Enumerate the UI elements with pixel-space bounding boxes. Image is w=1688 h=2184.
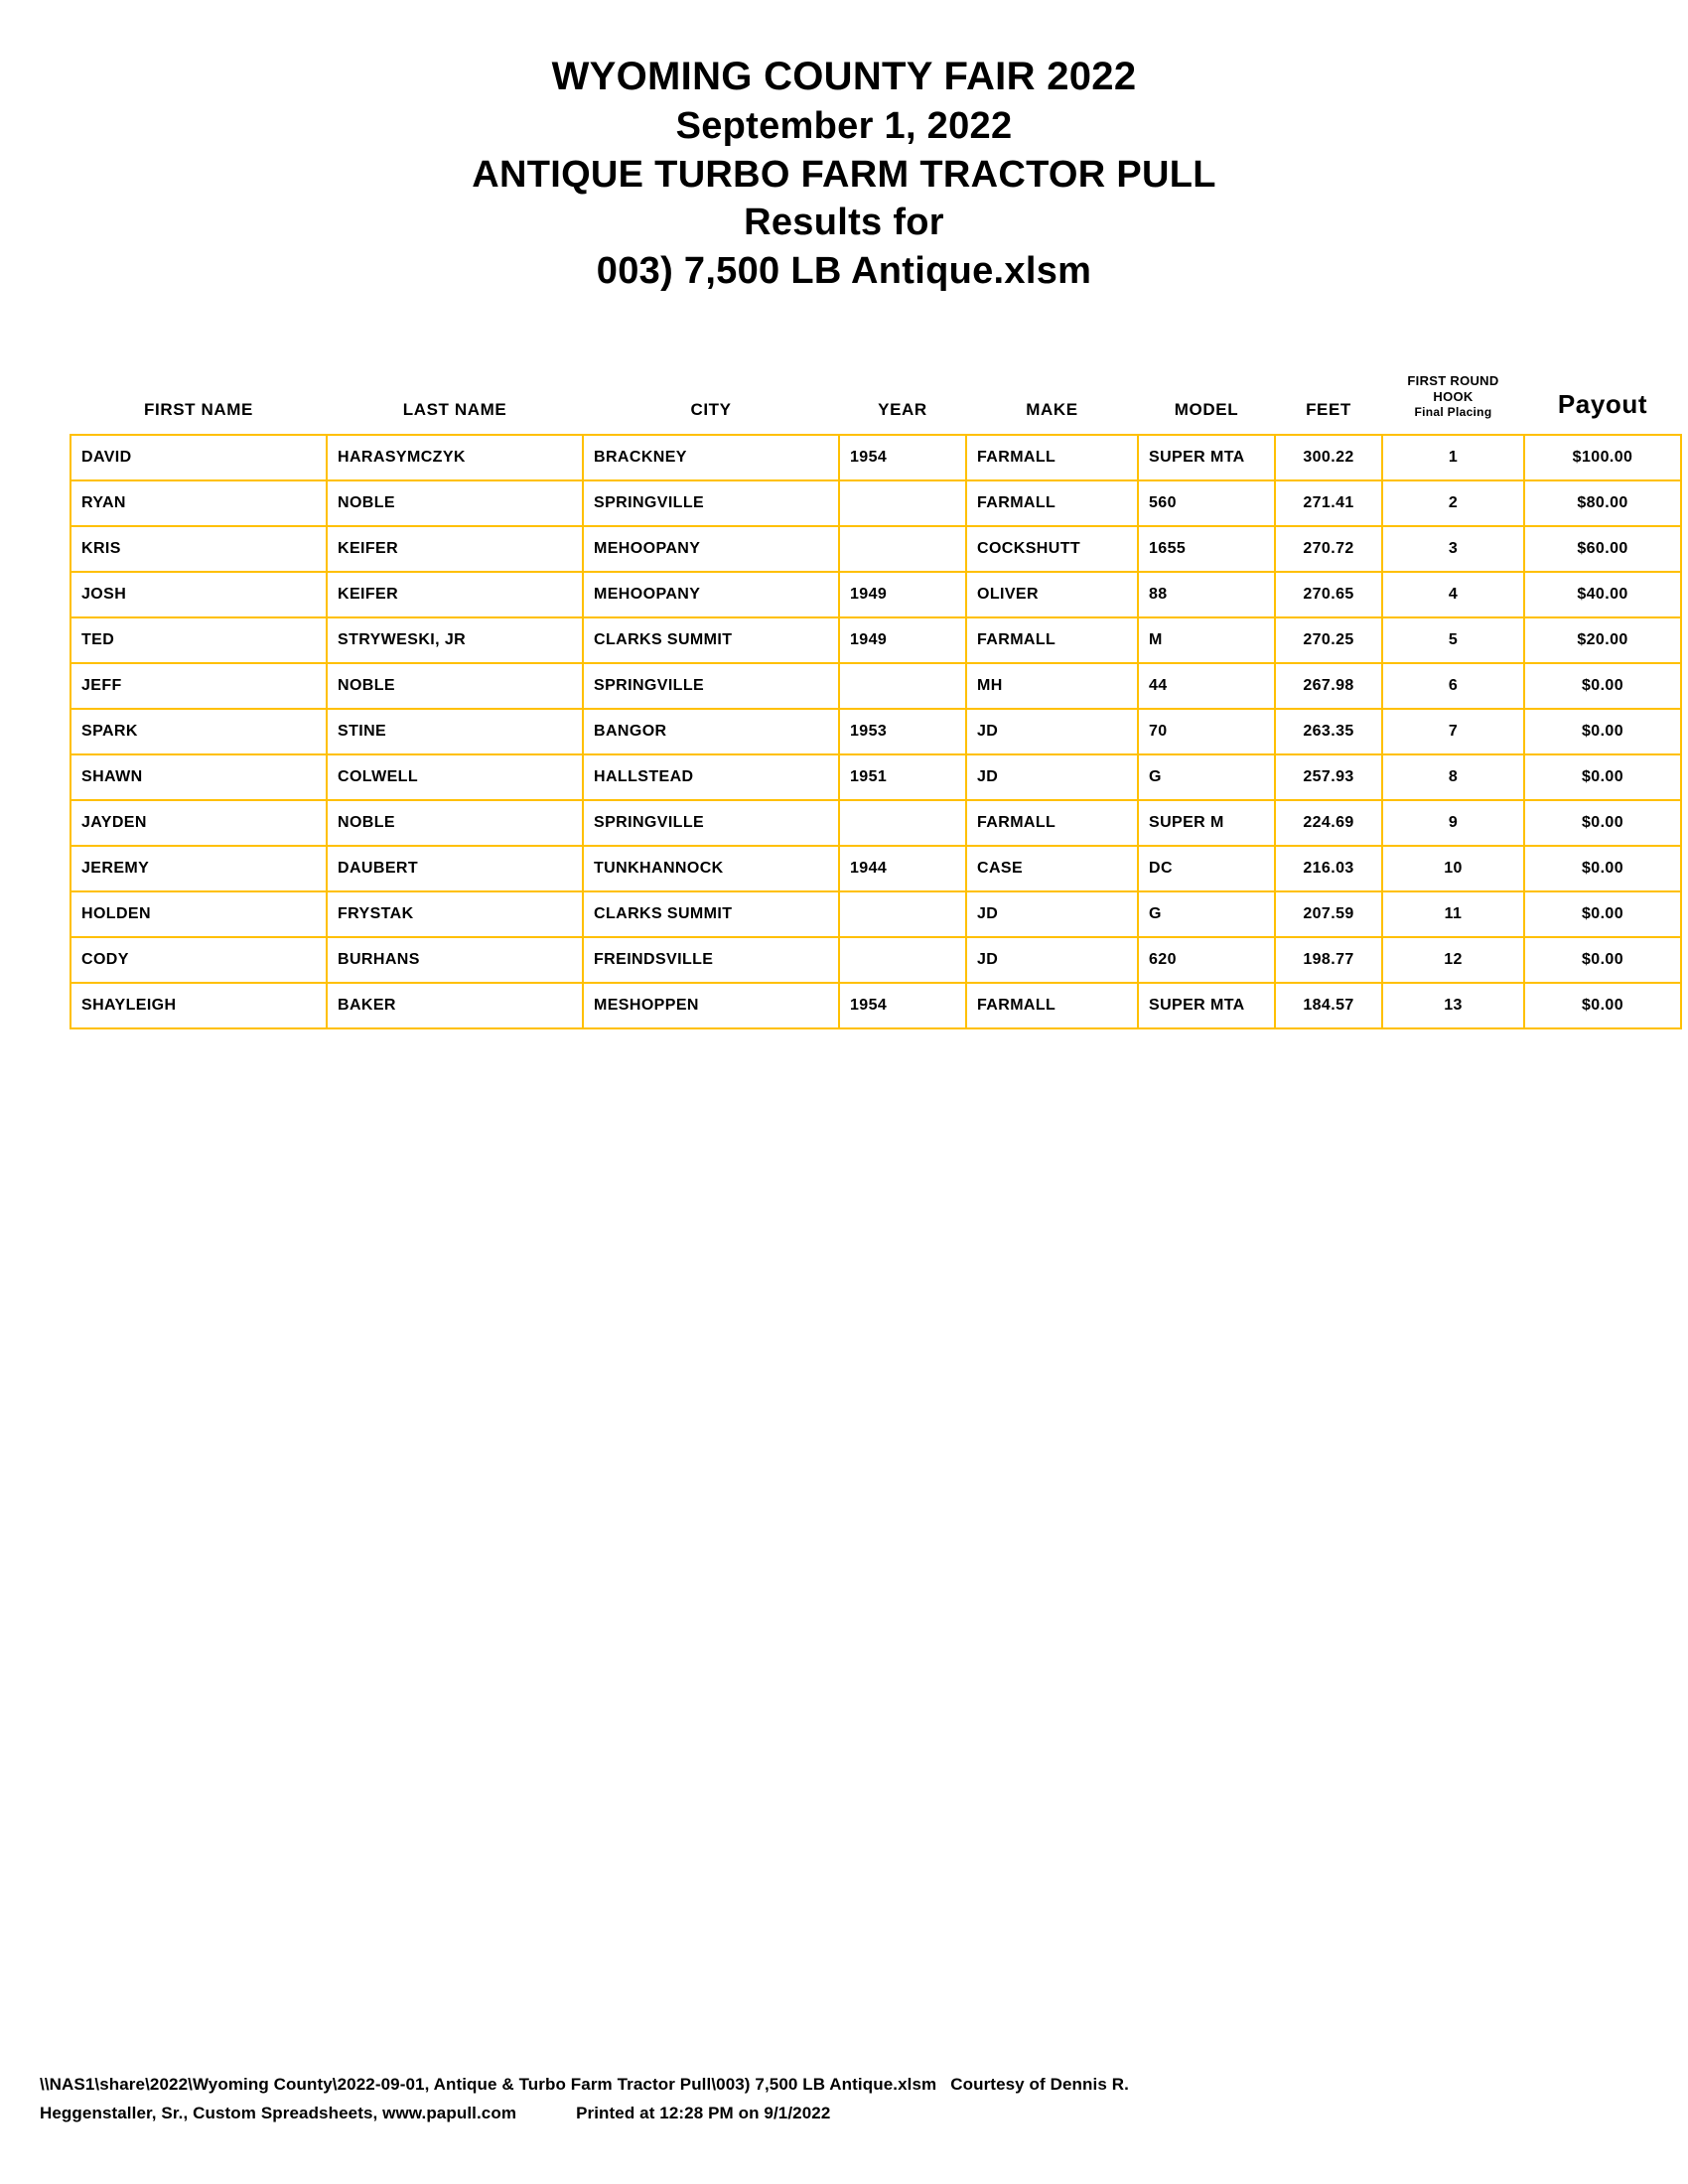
footer-line-1 xyxy=(40,2070,1648,2100)
cell-model: 560 xyxy=(1138,480,1275,526)
cell-last-name: KEIFER xyxy=(327,572,583,617)
cell-make: FARMALL xyxy=(966,800,1138,846)
cell-model: 88 xyxy=(1138,572,1275,617)
document-header xyxy=(40,0,1648,296)
cell-first-name: HOLDEN xyxy=(70,891,327,937)
cell-first-name: JEREMY xyxy=(70,846,327,891)
cell-make: CASE xyxy=(966,846,1138,891)
header-results-for: Results for xyxy=(744,202,944,244)
cell-feet: 263.35 xyxy=(1275,709,1382,754)
cell-last-name: FRYSTAK xyxy=(327,891,583,937)
cell-model: DC xyxy=(1138,846,1275,891)
column-header-first-round-hook xyxy=(1382,367,1524,436)
column-header-year: YEAR xyxy=(878,400,927,420)
cell-payout: $0.00 xyxy=(1524,846,1681,891)
header-event-title: ANTIQUE TURBO FARM TRACTOR PULL xyxy=(472,153,1216,196)
cell-city: MEHOOPANY xyxy=(583,526,839,572)
column-header-round-line3: Final Placing xyxy=(1414,405,1492,420)
cell-year: 1949 xyxy=(839,572,966,617)
cell-last-name: NOBLE xyxy=(327,663,583,709)
cell-make: FARMALL xyxy=(966,480,1138,526)
cell-last-name: BURHANS xyxy=(327,937,583,983)
cell-city: BRACKNEY xyxy=(583,435,839,480)
table-row xyxy=(70,480,1681,526)
cell-make: FARMALL xyxy=(966,617,1138,663)
cell-final-placing: 3 xyxy=(1382,526,1524,572)
footer-file-path: \\NAS1\share\2022\Wyoming County\2022-09-01, Antique & Turbo Farm Tractor Pull\003) 7,500 LB Antique.xlsm xyxy=(40,2074,937,2094)
cell-final-placing: 7 xyxy=(1382,709,1524,754)
cell-city: SPRINGVILLE xyxy=(583,480,839,526)
cell-make: JD xyxy=(966,891,1138,937)
cell-year: 1954 xyxy=(839,435,966,480)
cell-last-name: COLWELL xyxy=(327,754,583,800)
table-row xyxy=(70,983,1681,1028)
cell-first-name: SHAYLEIGH xyxy=(70,983,327,1028)
footer-courtesy: Courtesy of Dennis R. xyxy=(950,2074,1129,2094)
cell-payout: $0.00 xyxy=(1524,937,1681,983)
cell-final-placing: 10 xyxy=(1382,846,1524,891)
cell-final-placing: 13 xyxy=(1382,983,1524,1028)
footer-line-2 xyxy=(40,2099,1648,2128)
cell-feet: 271.41 xyxy=(1275,480,1382,526)
table-row xyxy=(70,526,1681,572)
cell-year: 1949 xyxy=(839,617,966,663)
results-table-head xyxy=(70,367,1681,436)
cell-last-name: KEIFER xyxy=(327,526,583,572)
cell-last-name: BAKER xyxy=(327,983,583,1028)
column-header-payout xyxy=(1524,367,1681,436)
footer-credits: Heggenstaller, Sr., Custom Spreadsheets, www.papull.com xyxy=(40,2104,517,2123)
cell-final-placing: 12 xyxy=(1382,937,1524,983)
cell-first-name: TED xyxy=(70,617,327,663)
cell-payout: $20.00 xyxy=(1524,617,1681,663)
header-date: September 1, 2022 xyxy=(675,105,1013,148)
cell-year xyxy=(839,891,966,937)
cell-year xyxy=(839,800,966,846)
footer-printed-timestamp: Printed at 12:28 PM on 9/1/2022 xyxy=(576,2104,831,2123)
cell-model: 1655 xyxy=(1138,526,1275,572)
column-header-model: MODEL xyxy=(1174,400,1239,420)
cell-payout: $0.00 xyxy=(1524,800,1681,846)
cell-feet: 270.72 xyxy=(1275,526,1382,572)
cell-model: G xyxy=(1138,891,1275,937)
table-row xyxy=(70,663,1681,709)
column-header-city: CITY xyxy=(690,400,732,420)
cell-first-name: JOSH xyxy=(70,572,327,617)
cell-model: M xyxy=(1138,617,1275,663)
cell-feet: 257.93 xyxy=(1275,754,1382,800)
cell-feet: 216.03 xyxy=(1275,846,1382,891)
column-header-first-name: FIRST NAME xyxy=(144,400,253,420)
cell-feet: 267.98 xyxy=(1275,663,1382,709)
column-header-round-line1: FIRST ROUND xyxy=(1407,372,1499,388)
table-row xyxy=(70,709,1681,754)
cell-year xyxy=(839,480,966,526)
cell-payout: $80.00 xyxy=(1524,480,1681,526)
table-header-row xyxy=(70,367,1681,436)
results-table-wrapper xyxy=(40,367,1648,1030)
cell-year: 1944 xyxy=(839,846,966,891)
cell-year xyxy=(839,526,966,572)
cell-feet: 184.57 xyxy=(1275,983,1382,1028)
cell-payout: $0.00 xyxy=(1524,663,1681,709)
cell-model: SUPER M xyxy=(1138,800,1275,846)
results-table-body xyxy=(70,435,1681,1028)
cell-city: BANGOR xyxy=(583,709,839,754)
column-header-round-line2: HOOK xyxy=(1433,388,1474,404)
cell-first-name: RYAN xyxy=(70,480,327,526)
cell-city: SPRINGVILLE xyxy=(583,663,839,709)
cell-first-name: JEFF xyxy=(70,663,327,709)
cell-city: MESHOPPEN xyxy=(583,983,839,1028)
cell-make: FARMALL xyxy=(966,435,1138,480)
table-row xyxy=(70,572,1681,617)
cell-final-placing: 4 xyxy=(1382,572,1524,617)
cell-year: 1954 xyxy=(839,983,966,1028)
cell-payout: $40.00 xyxy=(1524,572,1681,617)
cell-last-name: HARASYMCZYK xyxy=(327,435,583,480)
column-header-payout-label: Payout xyxy=(1557,389,1648,420)
cell-final-placing: 1 xyxy=(1382,435,1524,480)
cell-first-name: SHAWN xyxy=(70,754,327,800)
cell-final-placing: 5 xyxy=(1382,617,1524,663)
cell-model: 70 xyxy=(1138,709,1275,754)
table-row xyxy=(70,617,1681,663)
header-fair-title: WYOMING COUNTY FAIR 2022 xyxy=(551,55,1137,98)
column-header-last-name: LAST NAME xyxy=(402,400,507,420)
table-row xyxy=(70,754,1681,800)
cell-final-placing: 2 xyxy=(1382,480,1524,526)
table-row xyxy=(70,846,1681,891)
cell-city: TUNKHANNOCK xyxy=(583,846,839,891)
cell-model: G xyxy=(1138,754,1275,800)
cell-final-placing: 8 xyxy=(1382,754,1524,800)
cell-feet: 207.59 xyxy=(1275,891,1382,937)
cell-final-placing: 9 xyxy=(1382,800,1524,846)
cell-last-name: NOBLE xyxy=(327,800,583,846)
cell-make: FARMALL xyxy=(966,983,1138,1028)
cell-make: OLIVER xyxy=(966,572,1138,617)
cell-first-name: DAVID xyxy=(70,435,327,480)
cell-last-name: STINE xyxy=(327,709,583,754)
cell-make: JD xyxy=(966,709,1138,754)
results-table xyxy=(70,367,1682,1030)
cell-first-name: CODY xyxy=(70,937,327,983)
cell-feet: 270.65 xyxy=(1275,572,1382,617)
column-header-feet: FEET xyxy=(1306,400,1351,420)
cell-last-name: STRYWESKI, JR xyxy=(327,617,583,663)
column-header-make: MAKE xyxy=(1026,400,1078,420)
cell-make: JD xyxy=(966,754,1138,800)
cell-feet: 224.69 xyxy=(1275,800,1382,846)
cell-year xyxy=(839,663,966,709)
cell-city: MEHOOPANY xyxy=(583,572,839,617)
cell-final-placing: 6 xyxy=(1382,663,1524,709)
cell-last-name: NOBLE xyxy=(327,480,583,526)
table-row xyxy=(70,435,1681,480)
cell-payout: $0.00 xyxy=(1524,891,1681,937)
cell-city: FREINDSVILLE xyxy=(583,937,839,983)
cell-final-placing: 11 xyxy=(1382,891,1524,937)
cell-feet: 270.25 xyxy=(1275,617,1382,663)
cell-year: 1951 xyxy=(839,754,966,800)
cell-model: SUPER MTA xyxy=(1138,983,1275,1028)
cell-model: 620 xyxy=(1138,937,1275,983)
cell-feet: 198.77 xyxy=(1275,937,1382,983)
cell-city: CLARKS SUMMIT xyxy=(583,891,839,937)
cell-city: HALLSTEAD xyxy=(583,754,839,800)
table-row xyxy=(70,800,1681,846)
table-row xyxy=(70,937,1681,983)
cell-first-name: JAYDEN xyxy=(70,800,327,846)
cell-payout: $0.00 xyxy=(1524,709,1681,754)
table-row xyxy=(70,891,1681,937)
cell-payout: $0.00 xyxy=(1524,983,1681,1028)
cell-payout: $0.00 xyxy=(1524,754,1681,800)
cell-feet: 300.22 xyxy=(1275,435,1382,480)
document-footer xyxy=(40,2070,1648,2129)
cell-make: JD xyxy=(966,937,1138,983)
cell-model: SUPER MTA xyxy=(1138,435,1275,480)
cell-make: MH xyxy=(966,663,1138,709)
header-file-name: 003) 7,500 LB Antique.xlsm xyxy=(596,250,1092,293)
cell-payout: $60.00 xyxy=(1524,526,1681,572)
cell-make: COCKSHUTT xyxy=(966,526,1138,572)
cell-city: SPRINGVILLE xyxy=(583,800,839,846)
cell-first-name: SPARK xyxy=(70,709,327,754)
cell-first-name: KRIS xyxy=(70,526,327,572)
cell-last-name: DAUBERT xyxy=(327,846,583,891)
cell-year: 1953 xyxy=(839,709,966,754)
cell-city: CLARKS SUMMIT xyxy=(583,617,839,663)
cell-year xyxy=(839,937,966,983)
cell-model: 44 xyxy=(1138,663,1275,709)
cell-payout: $100.00 xyxy=(1524,435,1681,480)
